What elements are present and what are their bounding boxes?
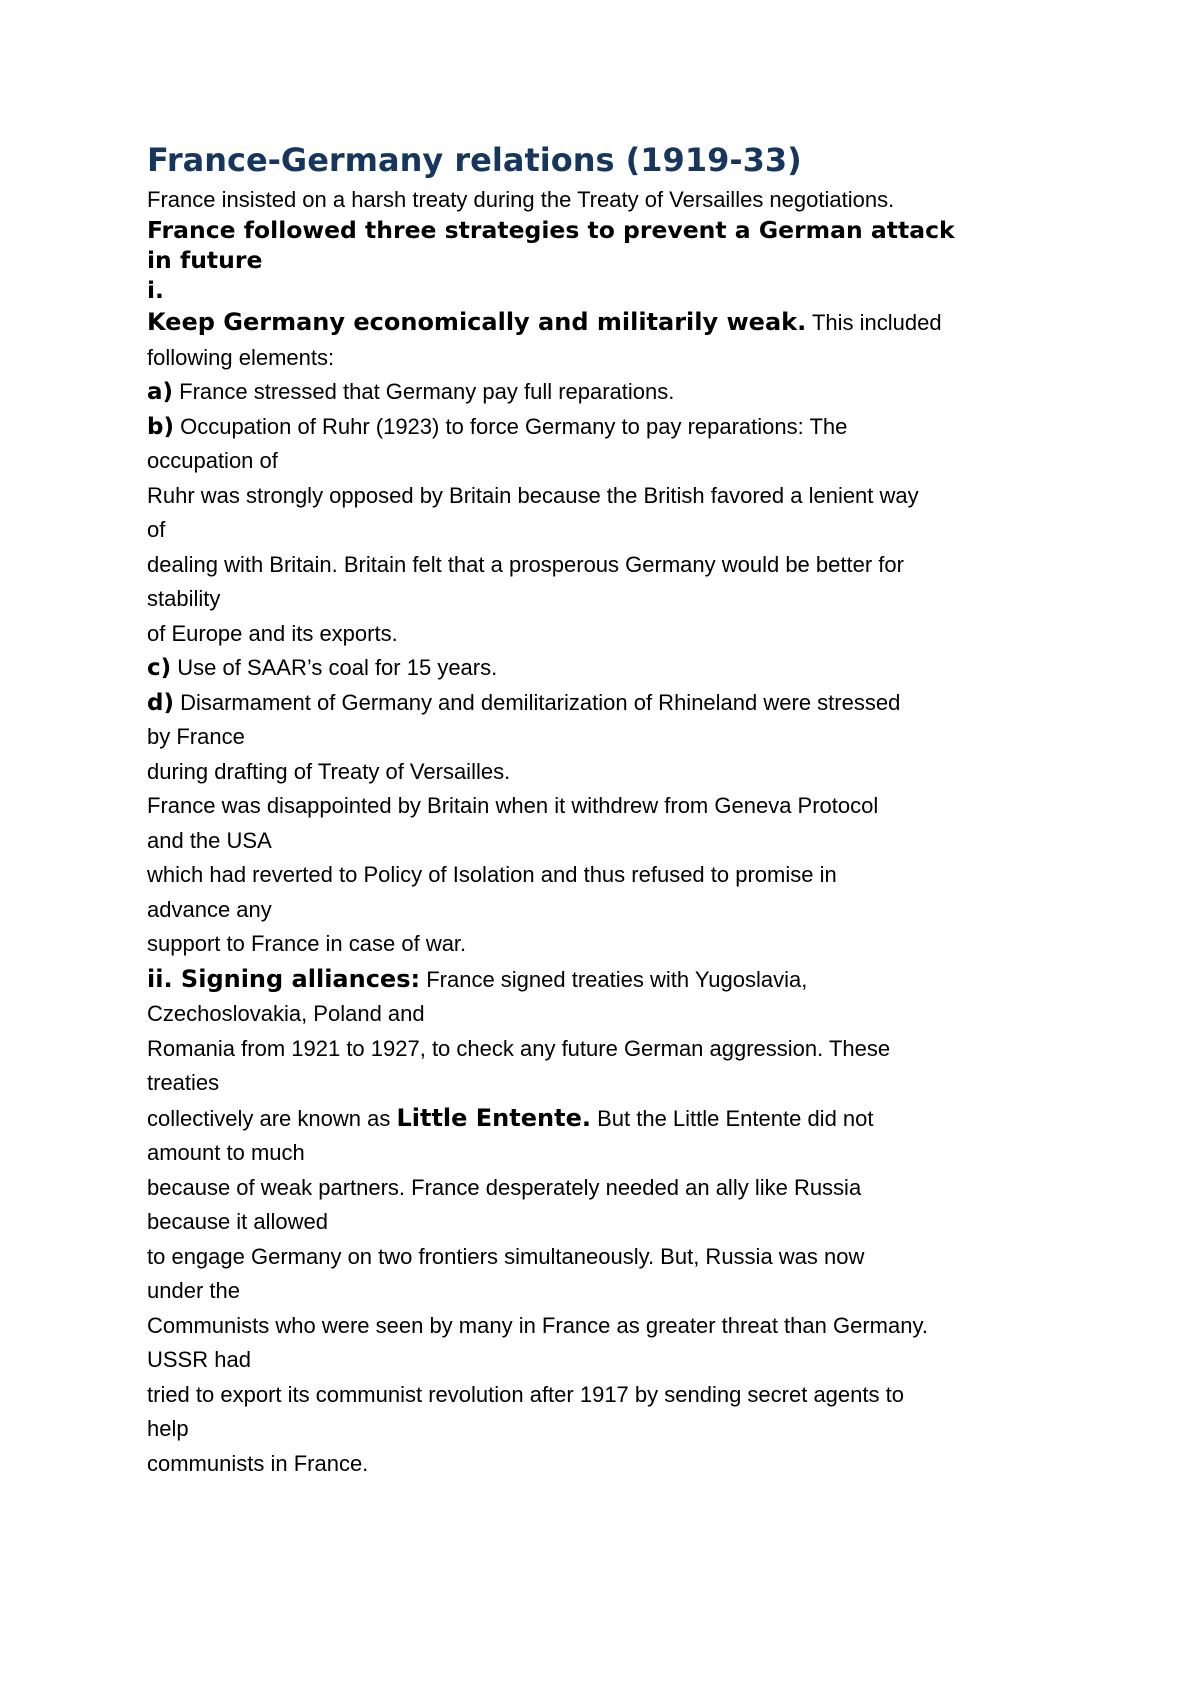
item-b-line: of Europe and its exports. (147, 620, 398, 646)
entente-pre: collectively are known as (147, 1105, 397, 1131)
item-d (147, 686, 1087, 721)
item-d-line: and the USA (147, 827, 272, 853)
strategies-heading-line-2: in future (147, 246, 263, 274)
strategy-2-line: communists in France. (147, 1450, 369, 1476)
strategy-2-line: treaties (147, 1070, 220, 1095)
intro-paragraph: France insisted on a harsh treaty during the Treaty of Versailles negotiations. (147, 187, 895, 212)
little-entente-line (147, 1101, 1087, 1137)
strategies-heading-line-1: France followed three strategies to prevent a German attack (147, 216, 955, 244)
item-d-line: support to France in case of war. (147, 931, 467, 956)
item-d-text: Disarmament of Germany and demilitarization of Rhineland were stressed (173, 689, 901, 715)
little-entente-term: Little Entente. (396, 1103, 591, 1132)
item-a-text: France stressed that Germany pay full reparations. (173, 379, 675, 404)
item-b-line: stability (147, 586, 221, 611)
strategy-1-line (147, 305, 1087, 341)
document-page (147, 140, 1087, 1481)
item-b-line: Ruhr was strongly opposed by Britain because the British favored a lenient way (147, 482, 919, 508)
strategy-2-line: help (147, 1416, 189, 1441)
item-d-line: advance any (147, 896, 272, 922)
strategy-2-title: ii. Signing alliances: (147, 964, 421, 993)
item-c-text: Use of SAAR’s coal for 15 years. (171, 655, 498, 680)
strategy-2-line: because of weak partners. France desperately needed an ally like Russia (147, 1174, 862, 1200)
item-d-line: by France (147, 724, 245, 749)
item-d-line: which had reverted to Policy of Isolation and thus refused to promise in (147, 862, 837, 887)
item-b-line: occupation of (147, 448, 278, 473)
item-b-marker: b) (147, 413, 174, 440)
strategy-1-line-2: following elements: (147, 344, 335, 370)
strategy-2-line: Czechoslovakia, Poland and (147, 1001, 425, 1026)
strategy-2-line: USSR had (147, 1347, 251, 1372)
strategy-2-line: because it allowed (147, 1209, 329, 1234)
strategy-2-line: tried to export its communist revolution after 1917 by sending secret agents to (147, 1381, 904, 1407)
strategy-2-line: to engage Germany on two frontiers simultaneously. But, Russia was now (147, 1243, 865, 1269)
strategy-1-rest: This included (806, 310, 942, 335)
item-b-text: Occupation of Ruhr (1923) to force Germany to pay reparations: The (173, 413, 848, 439)
strategy-2-line: Romania from 1921 to 1927, to check any future German aggression. These (147, 1035, 891, 1061)
item-b-line: dealing with Britain. Britain felt that a prosperous Germany would be better for (147, 551, 904, 577)
item-d-line: France was disappointed by Britain when it withdrew from Geneva Protocol (147, 793, 879, 818)
entente-post: But the Little Entente did not (590, 1105, 874, 1131)
strategy-2-text: France signed treaties with Yugoslavia, (420, 966, 808, 992)
strategy-2-line: amount to much (147, 1140, 305, 1165)
numeral-i: i. (147, 276, 164, 304)
item-d-line: during drafting of Treaty of Versailles. (147, 758, 511, 784)
strategy-1-title: Keep Germany economically and militarily weak. (147, 308, 807, 336)
item-c-marker: c) (147, 655, 172, 681)
strategy-2-line (147, 962, 1087, 998)
strategy-2-line: under the (147, 1278, 240, 1303)
item-b-line: of (147, 517, 166, 542)
item-a-marker: a) (147, 379, 174, 405)
item-d-marker: d) (147, 689, 174, 716)
strategy-2-line: Communists who were seen by many in France as greater threat than Germany. (147, 1312, 928, 1338)
document-title: France-Germany relations (1919-33) (147, 141, 802, 179)
item-b (147, 410, 1087, 445)
item-a (147, 375, 1087, 410)
item-c (147, 651, 1087, 686)
